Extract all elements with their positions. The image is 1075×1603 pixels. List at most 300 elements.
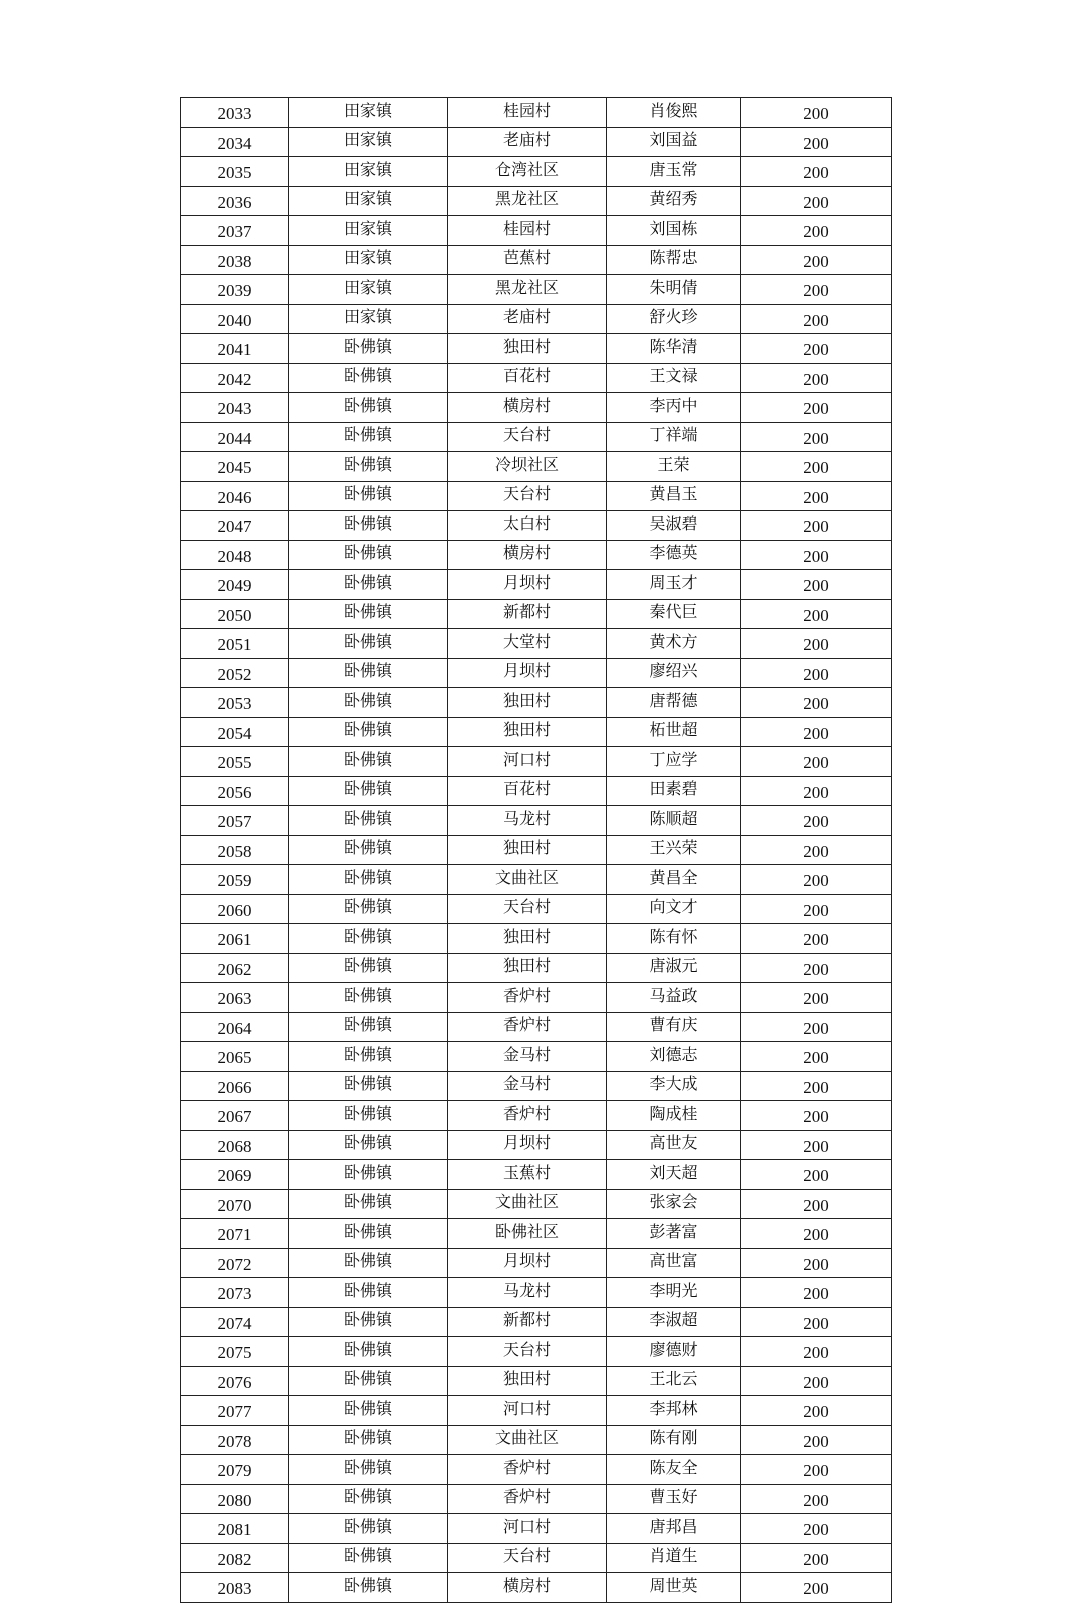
amount-cell: 200 <box>741 865 892 895</box>
village-cell: 月坝村 <box>448 658 607 688</box>
name-cell: 廖德财 <box>607 1337 741 1367</box>
town-cell: 田家镇 <box>289 186 448 216</box>
village-cell: 河口村 <box>448 1396 607 1426</box>
row-number-cell: 2053 <box>181 688 289 718</box>
roster-table <box>180 97 892 1603</box>
table-row <box>181 629 892 659</box>
name-cell: 王兴荣 <box>607 835 741 865</box>
name-cell: 秦代巨 <box>607 599 741 629</box>
row-number-cell: 2063 <box>181 983 289 1013</box>
amount-cell: 200 <box>741 1425 892 1455</box>
row-number-cell: 2059 <box>181 865 289 895</box>
amount-cell: 200 <box>741 1543 892 1573</box>
town-cell: 卧佛镇 <box>289 1130 448 1160</box>
table-row <box>181 1130 892 1160</box>
village-cell: 横房村 <box>448 393 607 423</box>
village-cell: 新都村 <box>448 599 607 629</box>
town-cell: 卧佛镇 <box>289 1101 448 1131</box>
table-row <box>181 835 892 865</box>
table-row <box>181 894 892 924</box>
table-row <box>181 924 892 954</box>
name-cell: 柘世超 <box>607 717 741 747</box>
village-cell: 老庙村 <box>448 304 607 334</box>
amount-cell: 200 <box>741 127 892 157</box>
name-cell: 向文才 <box>607 894 741 924</box>
name-cell: 廖绍兴 <box>607 658 741 688</box>
name-cell: 黄昌玉 <box>607 481 741 511</box>
table-row <box>181 245 892 275</box>
name-cell: 唐玉常 <box>607 157 741 187</box>
name-cell: 马益政 <box>607 983 741 1013</box>
town-cell: 卧佛镇 <box>289 924 448 954</box>
village-cell: 大堂村 <box>448 629 607 659</box>
table-row <box>181 1101 892 1131</box>
row-number-cell: 2070 <box>181 1189 289 1219</box>
row-number-cell: 2058 <box>181 835 289 865</box>
amount-cell: 200 <box>741 983 892 1013</box>
village-cell: 香炉村 <box>448 1101 607 1131</box>
name-cell: 陈华清 <box>607 334 741 364</box>
village-cell: 独田村 <box>448 717 607 747</box>
table-row <box>181 481 892 511</box>
village-cell: 百花村 <box>448 776 607 806</box>
town-cell: 卧佛镇 <box>289 599 448 629</box>
town-cell: 田家镇 <box>289 98 448 128</box>
town-cell: 卧佛镇 <box>289 806 448 836</box>
town-cell: 卧佛镇 <box>289 1396 448 1426</box>
village-cell: 天台村 <box>448 422 607 452</box>
town-cell: 田家镇 <box>289 245 448 275</box>
town-cell: 卧佛镇 <box>289 1425 448 1455</box>
table-row <box>181 1396 892 1426</box>
name-cell: 陈有刚 <box>607 1425 741 1455</box>
name-cell: 曹有庆 <box>607 1012 741 1042</box>
amount-cell: 200 <box>741 1071 892 1101</box>
name-cell: 高世富 <box>607 1248 741 1278</box>
town-cell: 卧佛镇 <box>289 1573 448 1603</box>
amount-cell: 200 <box>741 393 892 423</box>
table-row <box>181 983 892 1013</box>
village-cell: 文曲社区 <box>448 1189 607 1219</box>
table-row <box>181 658 892 688</box>
name-cell: 唐帮德 <box>607 688 741 718</box>
amount-cell: 200 <box>741 570 892 600</box>
row-number-cell: 2036 <box>181 186 289 216</box>
table-row <box>181 422 892 452</box>
amount-cell: 200 <box>741 216 892 246</box>
amount-cell: 200 <box>741 1189 892 1219</box>
amount-cell: 200 <box>741 186 892 216</box>
village-cell: 老庙村 <box>448 127 607 157</box>
name-cell: 李德英 <box>607 540 741 570</box>
village-cell: 马龙村 <box>448 806 607 836</box>
name-cell: 刘德志 <box>607 1042 741 1072</box>
town-cell: 卧佛镇 <box>289 1278 448 1308</box>
name-cell: 黄绍秀 <box>607 186 741 216</box>
row-number-cell: 2072 <box>181 1248 289 1278</box>
name-cell: 肖俊熙 <box>607 98 741 128</box>
table-row <box>181 186 892 216</box>
town-cell: 卧佛镇 <box>289 1248 448 1278</box>
village-cell: 独田村 <box>448 334 607 364</box>
town-cell: 卧佛镇 <box>289 1071 448 1101</box>
table-row <box>181 570 892 600</box>
village-cell: 卧佛社区 <box>448 1219 607 1249</box>
row-number-cell: 2054 <box>181 717 289 747</box>
name-cell: 黄昌全 <box>607 865 741 895</box>
name-cell: 陈有怀 <box>607 924 741 954</box>
town-cell: 卧佛镇 <box>289 1042 448 1072</box>
name-cell: 陈友全 <box>607 1455 741 1485</box>
amount-cell: 200 <box>741 1455 892 1485</box>
table-row <box>181 98 892 128</box>
table-row <box>181 157 892 187</box>
amount-cell: 200 <box>741 1278 892 1308</box>
amount-cell: 200 <box>741 894 892 924</box>
village-cell: 玉蕉村 <box>448 1160 607 1190</box>
village-cell: 天台村 <box>448 1543 607 1573</box>
row-number-cell: 2061 <box>181 924 289 954</box>
town-cell: 卧佛镇 <box>289 717 448 747</box>
name-cell: 肖道生 <box>607 1543 741 1573</box>
table-row <box>181 1425 892 1455</box>
amount-cell: 200 <box>741 1366 892 1396</box>
amount-cell: 200 <box>741 1396 892 1426</box>
row-number-cell: 2066 <box>181 1071 289 1101</box>
table-row <box>181 1337 892 1367</box>
town-cell: 卧佛镇 <box>289 1543 448 1573</box>
table-row <box>181 304 892 334</box>
town-cell: 卧佛镇 <box>289 452 448 482</box>
amount-cell: 200 <box>741 1219 892 1249</box>
row-number-cell: 2038 <box>181 245 289 275</box>
row-number-cell: 2040 <box>181 304 289 334</box>
row-number-cell: 2057 <box>181 806 289 836</box>
name-cell: 陶成桂 <box>607 1101 741 1131</box>
village-cell: 月坝村 <box>448 570 607 600</box>
name-cell: 田素碧 <box>607 776 741 806</box>
row-number-cell: 2035 <box>181 157 289 187</box>
village-cell: 香炉村 <box>448 1012 607 1042</box>
amount-cell: 200 <box>741 511 892 541</box>
table-row <box>181 776 892 806</box>
table-row <box>181 1012 892 1042</box>
village-cell: 仓湾社区 <box>448 157 607 187</box>
table-row <box>181 1278 892 1308</box>
table-row <box>181 599 892 629</box>
name-cell: 周世英 <box>607 1573 741 1603</box>
row-number-cell: 2068 <box>181 1130 289 1160</box>
table-row <box>181 1307 892 1337</box>
table-row <box>181 216 892 246</box>
row-number-cell: 2081 <box>181 1514 289 1544</box>
name-cell: 丁应学 <box>607 747 741 777</box>
row-number-cell: 2041 <box>181 334 289 364</box>
town-cell: 卧佛镇 <box>289 1337 448 1367</box>
table-row <box>181 1189 892 1219</box>
amount-cell: 200 <box>741 334 892 364</box>
town-cell: 卧佛镇 <box>289 1366 448 1396</box>
amount-cell: 200 <box>741 1160 892 1190</box>
amount-cell: 200 <box>741 1101 892 1131</box>
town-cell: 卧佛镇 <box>289 747 448 777</box>
table-row <box>181 1514 892 1544</box>
amount-cell: 200 <box>741 717 892 747</box>
row-number-cell: 2077 <box>181 1396 289 1426</box>
table-row <box>181 1160 892 1190</box>
amount-cell: 200 <box>741 304 892 334</box>
village-cell: 桂园村 <box>448 98 607 128</box>
village-cell: 马龙村 <box>448 1278 607 1308</box>
town-cell: 田家镇 <box>289 157 448 187</box>
row-number-cell: 2060 <box>181 894 289 924</box>
table-row <box>181 363 892 393</box>
town-cell: 田家镇 <box>289 127 448 157</box>
village-cell: 河口村 <box>448 1514 607 1544</box>
amount-cell: 200 <box>741 481 892 511</box>
name-cell: 彭著富 <box>607 1219 741 1249</box>
amount-cell: 200 <box>741 422 892 452</box>
table-row <box>181 1042 892 1072</box>
table-row <box>181 334 892 364</box>
name-cell: 王荣 <box>607 452 741 482</box>
amount-cell: 200 <box>741 1012 892 1042</box>
town-cell: 田家镇 <box>289 304 448 334</box>
roster-table-body <box>181 98 892 1603</box>
table-row <box>181 393 892 423</box>
village-cell: 香炉村 <box>448 983 607 1013</box>
row-number-cell: 2076 <box>181 1366 289 1396</box>
table-row <box>181 1543 892 1573</box>
table-row <box>181 1219 892 1249</box>
town-cell: 卧佛镇 <box>289 1189 448 1219</box>
village-cell: 独田村 <box>448 835 607 865</box>
town-cell: 卧佛镇 <box>289 1307 448 1337</box>
village-cell: 独田村 <box>448 924 607 954</box>
town-cell: 卧佛镇 <box>289 363 448 393</box>
amount-cell: 200 <box>741 452 892 482</box>
amount-cell: 200 <box>741 629 892 659</box>
village-cell: 金马村 <box>448 1071 607 1101</box>
table-row <box>181 275 892 305</box>
amount-cell: 200 <box>741 1514 892 1544</box>
row-number-cell: 2065 <box>181 1042 289 1072</box>
name-cell: 刘国栋 <box>607 216 741 246</box>
row-number-cell: 2064 <box>181 1012 289 1042</box>
town-cell: 田家镇 <box>289 275 448 305</box>
table-row <box>181 452 892 482</box>
village-cell: 黑龙社区 <box>448 275 607 305</box>
table-row <box>181 1455 892 1485</box>
amount-cell: 200 <box>741 363 892 393</box>
village-cell: 新都村 <box>448 1307 607 1337</box>
row-number-cell: 2071 <box>181 1219 289 1249</box>
village-cell: 河口村 <box>448 747 607 777</box>
row-number-cell: 2050 <box>181 599 289 629</box>
amount-cell: 200 <box>741 98 892 128</box>
name-cell: 李丙中 <box>607 393 741 423</box>
amount-cell: 200 <box>741 924 892 954</box>
town-cell: 卧佛镇 <box>289 1160 448 1190</box>
amount-cell: 200 <box>741 599 892 629</box>
amount-cell: 200 <box>741 1307 892 1337</box>
town-cell: 卧佛镇 <box>289 1219 448 1249</box>
village-cell: 天台村 <box>448 1337 607 1367</box>
amount-cell: 200 <box>741 1573 892 1603</box>
name-cell: 刘国益 <box>607 127 741 157</box>
town-cell: 卧佛镇 <box>289 570 448 600</box>
town-cell: 卧佛镇 <box>289 953 448 983</box>
table-row <box>181 1248 892 1278</box>
amount-cell: 200 <box>741 747 892 777</box>
row-number-cell: 2073 <box>181 1278 289 1308</box>
town-cell: 卧佛镇 <box>289 481 448 511</box>
row-number-cell: 2039 <box>181 275 289 305</box>
row-number-cell: 2051 <box>181 629 289 659</box>
table-row <box>181 1573 892 1603</box>
row-number-cell: 2045 <box>181 452 289 482</box>
town-cell: 卧佛镇 <box>289 511 448 541</box>
village-cell: 太白村 <box>448 511 607 541</box>
table-row <box>181 717 892 747</box>
village-cell: 独田村 <box>448 953 607 983</box>
village-cell: 黑龙社区 <box>448 186 607 216</box>
town-cell: 卧佛镇 <box>289 334 448 364</box>
table-row <box>181 127 892 157</box>
town-cell: 卧佛镇 <box>289 894 448 924</box>
row-number-cell: 2034 <box>181 127 289 157</box>
amount-cell: 200 <box>741 658 892 688</box>
village-cell: 独田村 <box>448 1366 607 1396</box>
village-cell: 天台村 <box>448 481 607 511</box>
amount-cell: 200 <box>741 776 892 806</box>
row-number-cell: 2062 <box>181 953 289 983</box>
amount-cell: 200 <box>741 953 892 983</box>
row-number-cell: 2078 <box>181 1425 289 1455</box>
row-number-cell: 2042 <box>181 363 289 393</box>
village-cell: 独田村 <box>448 688 607 718</box>
amount-cell: 200 <box>741 1130 892 1160</box>
amount-cell: 200 <box>741 275 892 305</box>
town-cell: 卧佛镇 <box>289 540 448 570</box>
town-cell: 卧佛镇 <box>289 688 448 718</box>
table-row <box>181 1071 892 1101</box>
village-cell: 文曲社区 <box>448 865 607 895</box>
name-cell: 周玉才 <box>607 570 741 600</box>
town-cell: 卧佛镇 <box>289 422 448 452</box>
town-cell: 卧佛镇 <box>289 865 448 895</box>
name-cell: 吴淑碧 <box>607 511 741 541</box>
village-cell: 文曲社区 <box>448 1425 607 1455</box>
row-number-cell: 2052 <box>181 658 289 688</box>
village-cell: 横房村 <box>448 1573 607 1603</box>
name-cell: 朱明倩 <box>607 275 741 305</box>
name-cell: 张家会 <box>607 1189 741 1219</box>
name-cell: 李明光 <box>607 1278 741 1308</box>
name-cell: 李邦林 <box>607 1396 741 1426</box>
town-cell: 卧佛镇 <box>289 835 448 865</box>
table-row <box>181 806 892 836</box>
town-cell: 卧佛镇 <box>289 629 448 659</box>
village-cell: 香炉村 <box>448 1455 607 1485</box>
name-cell: 曹玉好 <box>607 1484 741 1514</box>
row-number-cell: 2048 <box>181 540 289 570</box>
amount-cell: 200 <box>741 540 892 570</box>
name-cell: 舒火珍 <box>607 304 741 334</box>
town-cell: 卧佛镇 <box>289 393 448 423</box>
row-number-cell: 2079 <box>181 1455 289 1485</box>
village-cell: 月坝村 <box>448 1130 607 1160</box>
row-number-cell: 2037 <box>181 216 289 246</box>
village-cell: 芭蕉村 <box>448 245 607 275</box>
town-cell: 卧佛镇 <box>289 776 448 806</box>
row-number-cell: 2074 <box>181 1307 289 1337</box>
name-cell: 王北云 <box>607 1366 741 1396</box>
table-row <box>181 747 892 777</box>
town-cell: 卧佛镇 <box>289 1012 448 1042</box>
row-number-cell: 2075 <box>181 1337 289 1367</box>
name-cell: 唐邦昌 <box>607 1514 741 1544</box>
amount-cell: 200 <box>741 245 892 275</box>
name-cell: 高世友 <box>607 1130 741 1160</box>
row-number-cell: 2082 <box>181 1543 289 1573</box>
town-cell: 卧佛镇 <box>289 1455 448 1485</box>
amount-cell: 200 <box>741 835 892 865</box>
name-cell: 唐淑元 <box>607 953 741 983</box>
village-cell: 香炉村 <box>448 1484 607 1514</box>
village-cell: 百花村 <box>448 363 607 393</box>
row-number-cell: 2067 <box>181 1101 289 1131</box>
village-cell: 横房村 <box>448 540 607 570</box>
name-cell: 李淑超 <box>607 1307 741 1337</box>
row-number-cell: 2046 <box>181 481 289 511</box>
row-number-cell: 2056 <box>181 776 289 806</box>
name-cell: 陈顺超 <box>607 806 741 836</box>
name-cell: 李大成 <box>607 1071 741 1101</box>
table-row <box>181 865 892 895</box>
town-cell: 卧佛镇 <box>289 1514 448 1544</box>
table-row <box>181 540 892 570</box>
table-row <box>181 1366 892 1396</box>
amount-cell: 200 <box>741 1248 892 1278</box>
name-cell: 丁祥端 <box>607 422 741 452</box>
amount-cell: 200 <box>741 688 892 718</box>
amount-cell: 200 <box>741 1042 892 1072</box>
row-number-cell: 2080 <box>181 1484 289 1514</box>
table-row <box>181 688 892 718</box>
name-cell: 王文禄 <box>607 363 741 393</box>
table-row <box>181 1484 892 1514</box>
village-cell: 金马村 <box>448 1042 607 1072</box>
name-cell: 黄术方 <box>607 629 741 659</box>
town-cell: 卧佛镇 <box>289 1484 448 1514</box>
village-cell: 冷坝社区 <box>448 452 607 482</box>
row-number-cell: 2049 <box>181 570 289 600</box>
village-cell: 月坝村 <box>448 1248 607 1278</box>
amount-cell: 200 <box>741 157 892 187</box>
town-cell: 卧佛镇 <box>289 983 448 1013</box>
amount-cell: 200 <box>741 806 892 836</box>
row-number-cell: 2044 <box>181 422 289 452</box>
table-row <box>181 511 892 541</box>
village-cell: 天台村 <box>448 894 607 924</box>
town-cell: 田家镇 <box>289 216 448 246</box>
row-number-cell: 2033 <box>181 98 289 128</box>
amount-cell: 200 <box>741 1484 892 1514</box>
name-cell: 陈帮忠 <box>607 245 741 275</box>
row-number-cell: 2055 <box>181 747 289 777</box>
town-cell: 卧佛镇 <box>289 658 448 688</box>
